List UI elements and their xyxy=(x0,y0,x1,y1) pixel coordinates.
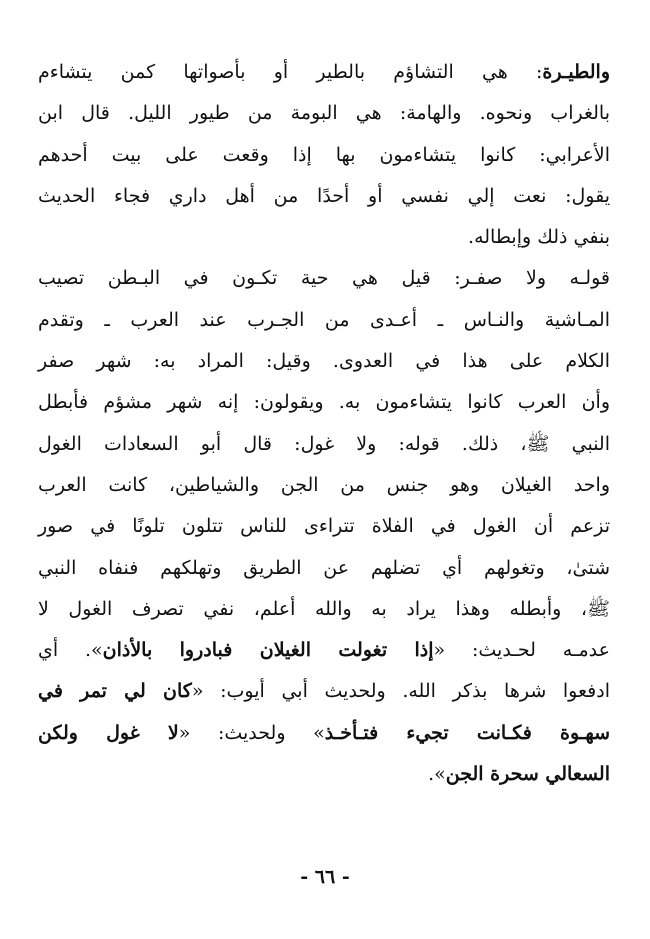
hadith-quote: كان لي تمر في xyxy=(38,680,192,703)
text-line: وأن العرب كانوا يتشاءمون به. ويقولون: إنه شهر مشؤم فأبطل xyxy=(38,391,610,414)
text-line: قولـه ولا صفـر: قيل هي حية تكـون في البـطن تصيب xyxy=(38,267,610,290)
term-heading: والطيـرة xyxy=(542,61,610,83)
text-line: بالغراب ونحوه. والهامة: هي البومة من طيور الليل. قال ابن xyxy=(38,102,610,125)
text-line: الأعرابي: كانوا يتشاءمون بها إذا وقعت على بيت أحدهم xyxy=(38,143,610,166)
text-line: يقول: نعت إلي نفسي أو أحدًا من أهل داري فجاء الحديث xyxy=(38,184,610,207)
text-line: النبي ﷺ، ذلك. قوله: ولا غول: قال أبو السعادات الغول xyxy=(38,432,610,455)
text-line: السعالي سحرة الجن». xyxy=(428,763,610,786)
text-line: والطيـرة: هي التشاؤم بالطير أو بأصواتها كمن يتشاءم xyxy=(38,61,610,83)
hadith-quote: لا غول ولكن xyxy=(38,721,179,744)
hadith-quote: سهـوة فكـانت تجيء فتـأخـذ xyxy=(324,721,610,744)
text-line: واحد الغيلان وهو جنس من الجن والشياطين، كانت العرب xyxy=(38,473,610,496)
text-line: تزعم أن الغول في الفلاة تتراءى للناس تتلون تلونًا في صور xyxy=(38,515,610,538)
page-number: - ٦٦ - xyxy=(300,866,350,888)
text-line: الكلام على هذا في العدوى. وقيل: المراد به: شهر صفر xyxy=(38,350,610,373)
text-line: ﷺ، وأبطله وهذا يراد به والله أعلم، نفي تصرف الغول لا xyxy=(38,597,610,620)
text-line: سهـوة فكـانت تجيء فتـأخـذ» ولحديث: «لا غول ولكن xyxy=(38,721,610,744)
text-line: عدمـه لحـديث: «إذا تغولت الغيلان فبادروا بالأذان». أي xyxy=(38,639,610,662)
text-line: بنفي ذلك وإبطاله. xyxy=(468,226,610,249)
text-line: شتىٰ، وتغولهم أي تضلهم عن الطريق وتهلكهم فنفاه النبي xyxy=(38,556,610,579)
body-text xyxy=(38,52,610,795)
text-line: المـاشية والنـاس ـ أعـدى من الجـرب عند العرب ـ وتقدم xyxy=(38,308,610,331)
hadith-quote: إذا تغولت الغيلان فبادروا بالأذان xyxy=(102,639,434,662)
text-line: ادفعوا شرها بذكر الله. ولحديث أبي أيوب: «كان لي تمر في xyxy=(38,680,610,703)
hadith-quote: السعالي سحرة الجن xyxy=(445,763,610,786)
